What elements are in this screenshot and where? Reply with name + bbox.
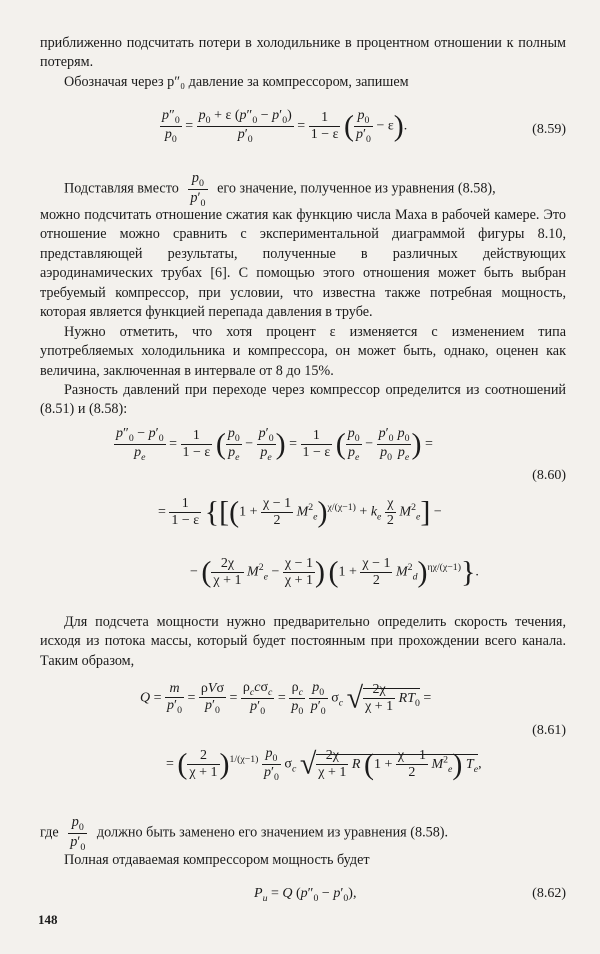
paragraph-3: Подставляя вместо $\frac{p_0}{p'_0}$ его значение, полученное из уравнения (8.58), xyxy=(64,170,496,209)
equation-number-8-62: (8.62) xyxy=(532,886,566,901)
formula-8-62: $P_u = Q$ $(p''_0 - p'_0)$, xyxy=(254,886,357,904)
paragraph-6: Разность давлений при переходе через компрессор определится из соотношений (8.51) и (8.58): xyxy=(40,382,566,418)
formula-8-60-line-3: − ( $\frac{2\chi}{\chi + 1}$ $M^2_e$ − $\frac{\chi - 1}{\chi + 1}$ ) (1 + $\frac{\chi - 1}{2}$ $M^2_d)^{\eta\chi/(\chi-1)}$}. xyxy=(190,555,479,589)
equation-number-8-59: (8.59) xyxy=(532,122,566,137)
paragraph-3-start: Подставляя вместо xyxy=(64,180,179,197)
formula-8-59: $\frac{p''_0}{p_0}$ = $\frac{p_0 + \varepsilon (p''_0 - p'_0)}{p'_0}$ = $\frac{1}{1 - \varepsilon}$ ( $\frac{p_0}{p'_0}$ − ε). xyxy=(162,108,408,145)
paragraph-3-end: его значение, полученное из уравнения (8.58), xyxy=(217,180,496,197)
formula-8-61-line-1: Q = $\frac{m}{p'_0}$ = $\frac{\text{ρVσ}}{p'_0}$ = $\frac{\rho_cc\sigma_c}{p'_0}$ = $\frac{\rho_c}{p_0}$ $\frac{p_0}{p'_0}$ $\sigma_c$ √ $\frac{2\chi}{\chi + 1}$ $RT_0$ = xyxy=(140,680,432,717)
paragraph-4: можно подсчитать отношение сжатия как функцию числа Маха в рабочей камере. Это отношение можно сравнить с экспериментальной диаграммой фигуры 8.10, представляющей результаты, полученные в различных действующих аэродинамических трубах [6]. С помощью этого отношения может быть выбран требуемый компрессор, при условии, что известна также потребная мощность, которая является функцией перепада давления в трубе. xyxy=(40,207,566,321)
formula-8-61-line-2: = ( $\frac{2}{\chi + 1}$ )$^{1/(\chi-1)}$ $\frac{p_0}{p'_0}$ $\sigma_c$ √ $\frac{2\chi}{\chi + 1}$ R (1 + $\frac{\chi - 1}{2}$ $M^2_e$) $T_e$, xyxy=(166,746,482,783)
formula-8-60-line-1: $\frac{p''_0 - p'_0}{p_e}$ = $\frac{1}{1 - \varepsilon}$ ( $\frac{p_0}{p_e}$ − $\frac{p'_0}{p_e}$ ) = $\frac{1}{1 - \varepsilon}$ ( $\frac{p_0}{p_e}$ − $\frac{p'_0}{p_0}$ $\frac{p_0}{p_e}$ ) = xyxy=(116,426,433,463)
page-number: 148 xyxy=(38,912,58,927)
formula-8-60-line-2: = $\frac{1}{1 - \varepsilon}$ {[(1 + $\frac{\chi - 1}{2}$ $M^2_e)^{\chi/(\chi-1)} + k_e$ $\frac{\chi}{2}$ $M^2_e$] − xyxy=(158,495,442,529)
equation-number-8-60: (8.60) xyxy=(532,468,566,483)
paragraph-8-start: где xyxy=(40,824,59,841)
paragraph-5: Нужно отметить, что хотя процент ε изменяется с изменением типа употребляемых холодильника и компрессора, он может быть, однако, оценен как величина, заключенная в интервале от 8 до 15%. xyxy=(40,324,566,379)
paragraph-1: приближенно подсчитать потери в холодильнике в процентном отношении к полным потерям. xyxy=(40,35,566,71)
equation-number-8-61: (8.61) xyxy=(532,723,566,738)
paragraph-8-end: должно быть заменено его значением из уравнения (8.58). xyxy=(96,824,449,841)
paragraph-8: где $\frac{p_0}{p'_0}$ должно быть заменено его значением из уравнения (8.58). xyxy=(40,814,449,853)
paragraph-7: Для подсчета мощности нужно предварительно определить скорость течения, исходя из потока массы, который будет постоянным при прохождении всего канала. Таким образом, xyxy=(40,614,566,669)
paragraph-2: Обозначая через p″₀ давление за компрессором, запишем xyxy=(64,74,409,90)
paragraph-9: Полная отдаваемая компрессором мощность будет xyxy=(64,852,370,868)
